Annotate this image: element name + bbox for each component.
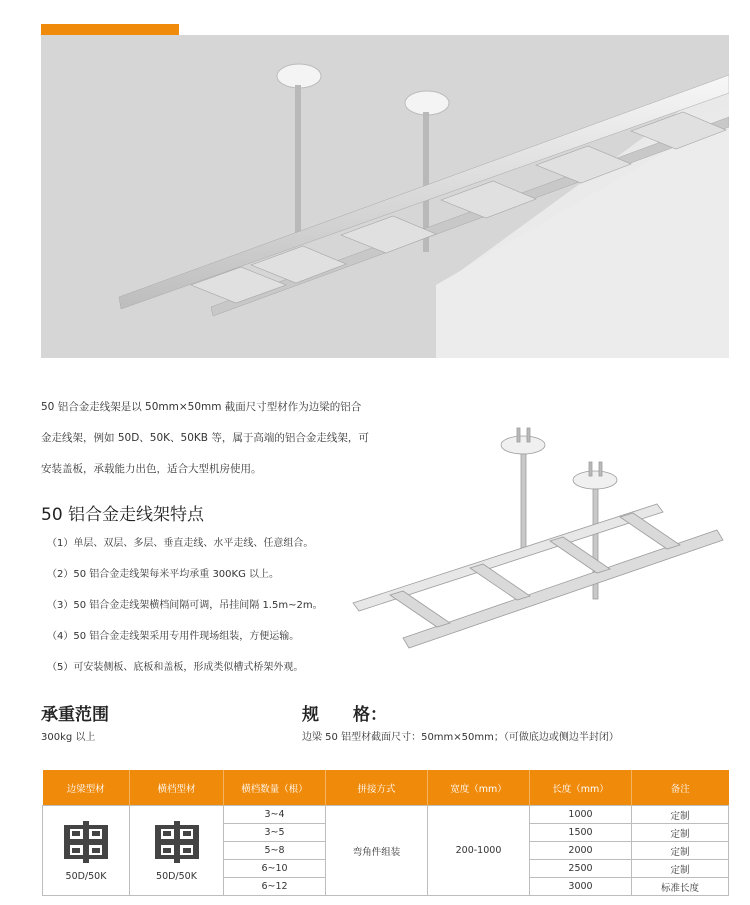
intro-line: 金走线架，例如 50D、50K、50KB 等，属于高端的铝合金走线架，可 xyxy=(41,432,369,444)
note-cell: 定制 xyxy=(632,806,729,824)
feature-item: （4）50 铝合金走线架采用专用件现场组装，方便运输。 xyxy=(47,631,300,642)
features-list xyxy=(47,528,323,683)
hero-image xyxy=(41,35,729,358)
count-cell: 5~8 xyxy=(224,842,326,860)
spec-title: 规 格： xyxy=(302,705,387,725)
feature-item: （1）单层、双层、多层、垂直走线、水平走线、任意组合。 xyxy=(47,538,314,549)
length-cell: 1000 xyxy=(530,806,632,824)
profile-section-icon xyxy=(153,819,201,865)
joint-cell: 弯角件组装 xyxy=(326,806,428,896)
length-cell: 2500 xyxy=(530,860,632,878)
table-row xyxy=(43,806,729,824)
table-header: 横档数量（根） xyxy=(224,770,326,806)
table-header: 拼接方式 xyxy=(326,770,428,806)
count-cell: 6~10 xyxy=(224,860,326,878)
note-cell: 定制 xyxy=(632,824,729,842)
feature-item: （5）可安装侧板、底板和盖板，形成类似槽式桥架外观。 xyxy=(47,662,304,673)
cross-profile-cell xyxy=(130,806,224,896)
intro-paragraph xyxy=(41,392,391,485)
feature-item: （2）50 铝合金走线架每米平均承重 300KG 以上。 xyxy=(47,569,280,580)
table-header: 长度（mm） xyxy=(530,770,632,806)
profile-section-icon xyxy=(62,819,110,865)
width-cell: 200-1000 xyxy=(428,806,530,896)
count-cell: 3~4 xyxy=(224,806,326,824)
intro-line: 安装盖板，承载能力出色，适合大型机房使用。 xyxy=(41,463,262,475)
feature-item: （3）50 铝合金走线架横档间隔可调，吊挂间隔 1.5m~2m。 xyxy=(47,600,323,611)
load-value: 300kg 以上 xyxy=(41,732,96,743)
features-title: 50 铝合金走线架特点 xyxy=(41,505,205,525)
spec-table xyxy=(42,770,729,896)
table-header: 宽度（mm） xyxy=(428,770,530,806)
side-profile-cell xyxy=(43,806,130,896)
count-cell: 6~12 xyxy=(224,878,326,896)
intro-line: 50 铝合金走线架是以 50mm×50mm 截面尺寸型材作为边梁的铝合 xyxy=(41,401,362,413)
table-header: 横档型材 xyxy=(130,770,224,806)
note-cell: 标准长度 xyxy=(632,878,729,896)
table-header: 边梁型材 xyxy=(43,770,130,806)
table-header-row xyxy=(43,770,729,806)
table-header: 备注 xyxy=(632,770,729,806)
count-cell: 3~5 xyxy=(224,824,326,842)
note-cell: 定制 xyxy=(632,842,729,860)
load-title: 承重范围 xyxy=(41,705,109,725)
side-profile-label: 50D/50K xyxy=(65,871,107,882)
length-cell: 1500 xyxy=(530,824,632,842)
length-cell: 3000 xyxy=(530,878,632,896)
length-cell: 2000 xyxy=(530,842,632,860)
ladder-illustration xyxy=(345,420,730,665)
note-cell: 定制 xyxy=(632,860,729,878)
cross-profile-label: 50D/50K xyxy=(156,871,197,882)
spec-value: 边梁 50 铝型材截面尺寸：50mm×50mm；（可做底边或侧边半封闭） xyxy=(302,732,619,743)
